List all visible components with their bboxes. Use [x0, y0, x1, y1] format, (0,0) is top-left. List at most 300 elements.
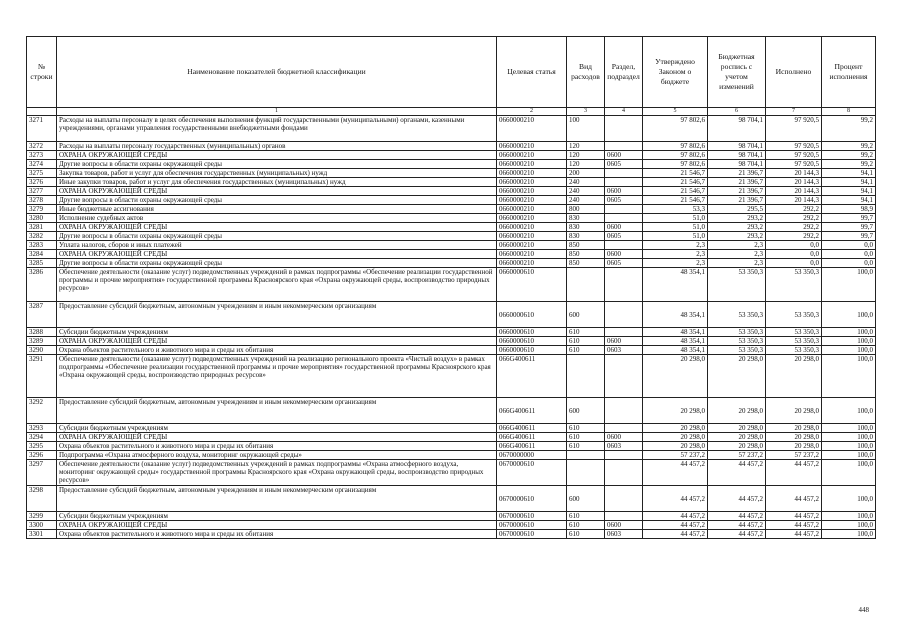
header-name: Наименование показателей бюджетной классификации [57, 37, 497, 108]
row-name: ОХРАНА ОКРУЖАЮЩЕЙ СРЕДЫ [57, 433, 497, 442]
row-approved: 2,3 [643, 259, 708, 268]
table-row [27, 142, 876, 151]
row-target-article: 0670000610 [497, 512, 567, 521]
row-expense-type: 610 [567, 521, 605, 530]
budget-classification-table [26, 36, 876, 539]
row-percent: 100,0 [822, 512, 876, 521]
row-number: 3298 [27, 486, 57, 512]
row-section [605, 512, 643, 521]
row-percent: 100,0 [822, 268, 876, 302]
row-section: 0605 [605, 160, 643, 169]
row-section [605, 398, 643, 424]
row-target-article: 066G400611 [497, 355, 567, 398]
row-executed: 20 298,0 [766, 424, 822, 433]
row-budget-list: 20 298,0 [708, 442, 766, 451]
row-number: 3286 [27, 268, 57, 302]
row-expense-type: 610 [567, 337, 605, 346]
table-row [27, 302, 876, 328]
row-number: 3282 [27, 232, 57, 241]
row-name: Субсидии бюджетным учреждениям [57, 512, 497, 521]
table-row [27, 346, 876, 355]
row-name: Уплата налогов, сборов и иных платежей [57, 241, 497, 250]
row-approved: 20 298,0 [643, 355, 708, 398]
row-expense-type [567, 460, 605, 486]
table-row [27, 521, 876, 530]
row-target-article: 0660000210 [497, 223, 567, 232]
row-expense-type: 600 [567, 302, 605, 328]
row-approved: 21 546,7 [643, 178, 708, 187]
row-number: 3272 [27, 142, 57, 151]
table-row [27, 512, 876, 521]
row-percent: 100,0 [822, 302, 876, 328]
row-expense-type: 610 [567, 346, 605, 355]
row-budget-list: 293,2 [708, 232, 766, 241]
header-target: Целевая статья [497, 37, 567, 108]
row-section [605, 241, 643, 250]
row-section: 0600 [605, 223, 643, 232]
row-approved: 97 802,6 [643, 142, 708, 151]
row-executed: 97 920,5 [766, 160, 822, 169]
row-name: Иные закупки товаров, работ и услуг для обеспечения государственных (муниципальных) нужд [57, 178, 497, 187]
row-name: Иные бюджетные ассигнования [57, 205, 497, 214]
row-executed: 292,2 [766, 205, 822, 214]
row-name: ОХРАНА ОКРУЖАЮЩЕЙ СРЕДЫ [57, 250, 497, 259]
row-executed: 97 920,5 [766, 116, 822, 142]
table-row [27, 259, 876, 268]
row-percent: 98,9 [822, 205, 876, 214]
row-executed: 53 350,3 [766, 346, 822, 355]
row-section: 0600 [605, 187, 643, 196]
row-target-article: 0660000610 [497, 268, 567, 302]
page-number: 448 [858, 606, 869, 614]
table-row [27, 223, 876, 232]
row-percent: 100,0 [822, 337, 876, 346]
header-section: Раздел, подраздел [605, 37, 643, 108]
header-percent: Процент исполнения [822, 37, 876, 108]
row-percent: 100,0 [822, 346, 876, 355]
row-executed: 20 144,3 [766, 178, 822, 187]
row-percent: 100,0 [822, 521, 876, 530]
row-name: ОХРАНА ОКРУЖАЮЩЕЙ СРЕДЫ [57, 151, 497, 160]
table-row [27, 250, 876, 259]
row-name: Обеспечение деятельности (оказание услуг) подведомственных учреждений на реализацию регионального проекта «Чистый воздух» в рамках подпрограммы «Обеспечение реализации государственной программы и прочие мероприятия» государственной программы Красноярского края «Охрана окружающей среды, воспроизводство природных ресурсов» [57, 355, 497, 398]
row-section: 0605 [605, 259, 643, 268]
row-section [605, 460, 643, 486]
row-budget-list: 293,2 [708, 214, 766, 223]
row-number: 3288 [27, 328, 57, 337]
row-number: 3281 [27, 223, 57, 232]
row-percent: 94,1 [822, 196, 876, 205]
row-percent: 100,0 [822, 424, 876, 433]
row-approved: 51,0 [643, 214, 708, 223]
table-row [27, 169, 876, 178]
row-approved: 21 546,7 [643, 196, 708, 205]
row-expense-type: 120 [567, 151, 605, 160]
row-percent: 100,0 [822, 530, 876, 539]
row-expense-type: 610 [567, 530, 605, 539]
row-percent: 99,2 [822, 142, 876, 151]
row-approved: 97 802,6 [643, 160, 708, 169]
row-target-article: 0660000210 [497, 178, 567, 187]
row-budget-list: 98 704,1 [708, 151, 766, 160]
row-expense-type [567, 268, 605, 302]
row-target-article: 0660000210 [497, 142, 567, 151]
row-number: 3300 [27, 521, 57, 530]
row-target-article: 066G400611 [497, 424, 567, 433]
row-number: 3271 [27, 116, 57, 142]
column-number-row [27, 108, 876, 116]
row-executed: 44 457,2 [766, 530, 822, 539]
table-row [27, 460, 876, 486]
row-number: 3292 [27, 398, 57, 424]
table-row [27, 116, 876, 142]
row-approved: 20 298,0 [643, 424, 708, 433]
row-executed: 97 920,5 [766, 142, 822, 151]
row-budget-list: 53 350,3 [708, 268, 766, 302]
row-approved: 53,3 [643, 205, 708, 214]
row-percent: 100,0 [822, 460, 876, 486]
row-number: 3283 [27, 241, 57, 250]
table-row [27, 151, 876, 160]
row-expense-type: 830 [567, 232, 605, 241]
row-expense-type: 120 [567, 142, 605, 151]
row-name: Другие вопросы в области охраны окружающей среды [57, 232, 497, 241]
row-budget-list: 20 298,0 [708, 433, 766, 442]
row-target-article: 066G400611 [497, 433, 567, 442]
row-name: Предоставление субсидий бюджетным, автономным учреждениям и иным некоммерческим организациям [57, 486, 497, 512]
row-executed: 20 298,0 [766, 355, 822, 398]
table-row [27, 160, 876, 169]
row-approved: 2,3 [643, 250, 708, 259]
table-row [27, 433, 876, 442]
row-number: 3287 [27, 302, 57, 328]
row-expense-type: 240 [567, 187, 605, 196]
row-executed: 0,0 [766, 241, 822, 250]
col-number: 7 [766, 108, 822, 116]
row-name: Расходы на выплаты персоналу в целях обеспечения выполнения функций государственными (муниципальными) органами, казенными учреждениями, органами управления государственными внебюджетными фондами [57, 116, 497, 142]
row-expense-type: 120 [567, 160, 605, 169]
row-executed: 53 350,3 [766, 328, 822, 337]
row-approved: 20 298,0 [643, 398, 708, 424]
row-percent: 99,7 [822, 214, 876, 223]
row-expense-type: 830 [567, 214, 605, 223]
row-target-article: 0670000610 [497, 530, 567, 539]
row-section: 0605 [605, 232, 643, 241]
table-row [27, 268, 876, 302]
row-target-article: 0660000210 [497, 169, 567, 178]
row-number: 3276 [27, 178, 57, 187]
header-exp-type: Вид расходов [567, 37, 605, 108]
row-name: ОХРАНА ОКРУЖАЮЩЕЙ СРЕДЫ [57, 223, 497, 232]
row-approved: 20 298,0 [643, 442, 708, 451]
row-number: 3301 [27, 530, 57, 539]
col-number: 1 [57, 108, 497, 116]
row-approved: 44 457,2 [643, 521, 708, 530]
row-name: Другие вопросы в области охраны окружающей среды [57, 196, 497, 205]
col-number: 4 [605, 108, 643, 116]
row-name: Субсидии бюджетным учреждениям [57, 328, 497, 337]
row-percent: 99,2 [822, 160, 876, 169]
row-executed: 97 920,5 [766, 151, 822, 160]
row-number: 3279 [27, 205, 57, 214]
row-expense-type: 610 [567, 424, 605, 433]
row-expense-type: 100 [567, 116, 605, 142]
row-approved: 20 298,0 [643, 433, 708, 442]
row-section [605, 205, 643, 214]
row-expense-type: 830 [567, 223, 605, 232]
row-section [605, 268, 643, 302]
table-row [27, 241, 876, 250]
row-section: 0600 [605, 250, 643, 259]
row-name: Субсидии бюджетным учреждениям [57, 424, 497, 433]
row-executed: 20 144,3 [766, 169, 822, 178]
table-row [27, 451, 876, 460]
row-expense-type: 850 [567, 241, 605, 250]
row-budget-list: 53 350,3 [708, 328, 766, 337]
table-row [27, 214, 876, 223]
row-section [605, 169, 643, 178]
row-approved: 51,0 [643, 232, 708, 241]
row-target-article: 0660000610 [497, 328, 567, 337]
row-percent: 0,0 [822, 250, 876, 259]
row-budget-list: 20 298,0 [708, 424, 766, 433]
row-budget-list: 98 704,1 [708, 160, 766, 169]
row-number: 3296 [27, 451, 57, 460]
row-expense-type [567, 451, 605, 460]
row-approved: 97 802,6 [643, 151, 708, 160]
row-section: 0603 [605, 442, 643, 451]
row-section: 0600 [605, 521, 643, 530]
table-row [27, 196, 876, 205]
row-name: Другие вопросы в области охраны окружающей среды [57, 259, 497, 268]
col-number: 2 [497, 108, 567, 116]
row-percent: 100,0 [822, 433, 876, 442]
row-percent: 99,2 [822, 116, 876, 142]
row-executed: 292,2 [766, 214, 822, 223]
col-number: 5 [643, 108, 708, 116]
row-percent: 99,2 [822, 151, 876, 160]
row-name: Обеспечение деятельности (оказание услуг) подведомственных учреждений в рамках подпрограммы «Обеспечение реализации государственной программы и прочие мероприятия» государственной программы Красноярского края «Охрана окружающей среды, воспроизводство природных ресурсов» [57, 268, 497, 302]
row-number: 3278 [27, 196, 57, 205]
row-budget-list: 44 457,2 [708, 512, 766, 521]
row-section [605, 451, 643, 460]
row-approved: 48 354,1 [643, 346, 708, 355]
table-row [27, 328, 876, 337]
row-budget-list: 2,3 [708, 241, 766, 250]
row-executed: 0,0 [766, 259, 822, 268]
row-budget-list: 44 457,2 [708, 530, 766, 539]
row-expense-type: 200 [567, 169, 605, 178]
row-executed: 20 298,0 [766, 398, 822, 424]
row-executed: 44 457,2 [766, 460, 822, 486]
row-percent: 94,1 [822, 178, 876, 187]
row-target-article: 0660000610 [497, 346, 567, 355]
row-target-article: 0660000210 [497, 241, 567, 250]
row-percent: 99,7 [822, 223, 876, 232]
row-percent: 100,0 [822, 486, 876, 512]
row-section [605, 486, 643, 512]
row-approved: 21 546,7 [643, 169, 708, 178]
row-percent: 99,7 [822, 232, 876, 241]
row-target-article: 0660000210 [497, 160, 567, 169]
row-expense-type [567, 355, 605, 398]
row-executed: 44 457,2 [766, 521, 822, 530]
row-name: ОХРАНА ОКРУЖАЮЩЕЙ СРЕДЫ [57, 187, 497, 196]
row-section: 0605 [605, 196, 643, 205]
table-row [27, 486, 876, 512]
row-name: Предоставление субсидий бюджетным, автономным учреждениям и иным некоммерческим организациям [57, 302, 497, 328]
row-number: 3291 [27, 355, 57, 398]
row-section [605, 214, 643, 223]
row-approved: 51,0 [643, 223, 708, 232]
row-expense-type: 850 [567, 259, 605, 268]
table-row [27, 398, 876, 424]
row-executed: 44 457,2 [766, 512, 822, 521]
row-executed: 44 457,2 [766, 486, 822, 512]
row-name: ОХРАНА ОКРУЖАЮЩЕЙ СРЕДЫ [57, 521, 497, 530]
row-target-article: 0660000210 [497, 116, 567, 142]
row-executed: 53 350,3 [766, 268, 822, 302]
row-percent: 0,0 [822, 259, 876, 268]
row-number: 3294 [27, 433, 57, 442]
row-expense-type: 240 [567, 196, 605, 205]
row-budget-list: 53 350,3 [708, 302, 766, 328]
row-name: Подпрограмма «Охрана атмосферного воздуха, мониторинг окружающей среды» [57, 451, 497, 460]
row-number: 3290 [27, 346, 57, 355]
row-name: Обеспечение деятельности (оказание услуг) подведомственных учреждений в рамках подпрограммы «Охрана атмосферного воздуха, мониторинг окружающей среды» государственной программы Красноярского края «Охрана окружающей среды, воспроизводство природных ресурсов» [57, 460, 497, 486]
col-number [27, 108, 57, 116]
row-number: 3273 [27, 151, 57, 160]
row-percent: 100,0 [822, 398, 876, 424]
row-executed: 292,2 [766, 223, 822, 232]
col-number: 6 [708, 108, 766, 116]
row-target-article: 0660000210 [497, 187, 567, 196]
table-row [27, 442, 876, 451]
row-approved: 48 354,1 [643, 328, 708, 337]
row-budget-list: 21 396,7 [708, 169, 766, 178]
row-section [605, 302, 643, 328]
row-section [605, 328, 643, 337]
row-number: 3293 [27, 424, 57, 433]
row-budget-list: 53 350,3 [708, 346, 766, 355]
row-section: 0603 [605, 530, 643, 539]
row-target-article: 0660000210 [497, 214, 567, 223]
row-budget-list: 20 298,0 [708, 398, 766, 424]
col-number: 3 [567, 108, 605, 116]
row-number: 3274 [27, 160, 57, 169]
row-name: ОХРАНА ОКРУЖАЮЩЕЙ СРЕДЫ [57, 337, 497, 346]
row-expense-type: 800 [567, 205, 605, 214]
row-section: 0600 [605, 433, 643, 442]
row-approved: 48 354,1 [643, 302, 708, 328]
row-executed: 292,2 [766, 232, 822, 241]
row-target-article: 0670000610 [497, 460, 567, 486]
row-number: 3289 [27, 337, 57, 346]
header-row-no: № строки [27, 37, 57, 108]
row-budget-list: 21 396,7 [708, 187, 766, 196]
header-budget-list: Бюджетная роспись с учетом изменений [708, 37, 766, 108]
row-budget-list: 21 396,7 [708, 196, 766, 205]
table-row [27, 355, 876, 398]
row-name: Расходы на выплаты персоналу государственных (муниципальных) органов [57, 142, 497, 151]
row-name: Предоставление субсидий бюджетным, автономным учреждениям и иным некоммерческим организациям [57, 398, 497, 424]
row-executed: 20 298,0 [766, 433, 822, 442]
row-target-article: 0660000210 [497, 205, 567, 214]
row-approved: 44 457,2 [643, 530, 708, 539]
row-approved: 44 457,2 [643, 460, 708, 486]
row-approved: 21 546,7 [643, 187, 708, 196]
row-number: 3297 [27, 460, 57, 486]
row-expense-type: 850 [567, 250, 605, 259]
row-target-article: 0660000210 [497, 232, 567, 241]
row-budget-list: 2,3 [708, 259, 766, 268]
row-number: 3280 [27, 214, 57, 223]
row-target-article: 0660000210 [497, 196, 567, 205]
row-section [605, 424, 643, 433]
row-executed: 53 350,3 [766, 337, 822, 346]
row-budget-list: 98 704,1 [708, 116, 766, 142]
row-name: Охрана объектов растительного и животного мира и среды их обитания [57, 346, 497, 355]
row-section [605, 355, 643, 398]
row-section: 0600 [605, 337, 643, 346]
table-row [27, 337, 876, 346]
row-approved: 48 354,1 [643, 337, 708, 346]
budget-report-sheet [26, 36, 876, 539]
row-number: 3285 [27, 259, 57, 268]
row-approved: 44 457,2 [643, 486, 708, 512]
row-section [605, 116, 643, 142]
row-percent: 100,0 [822, 355, 876, 398]
table-row [27, 232, 876, 241]
row-target-article: 0660000210 [497, 151, 567, 160]
row-budget-list: 98 704,1 [708, 142, 766, 151]
row-budget-list: 293,2 [708, 223, 766, 232]
row-number: 3277 [27, 187, 57, 196]
row-target-article: 0660000610 [497, 302, 567, 328]
row-budget-list: 57 237,2 [708, 451, 766, 460]
row-section: 0600 [605, 151, 643, 160]
row-name: Охрана объектов растительного и животного мира и среды их обитания [57, 442, 497, 451]
row-number: 3275 [27, 169, 57, 178]
row-name: Другие вопросы в области охраны окружающей среды [57, 160, 497, 169]
row-executed: 20 144,3 [766, 196, 822, 205]
col-number: 8 [822, 108, 876, 116]
table-header-row [27, 37, 876, 108]
row-target-article: 066G400611 [497, 398, 567, 424]
row-target-article: 0660000610 [497, 337, 567, 346]
table-body [27, 116, 876, 539]
table-row [27, 205, 876, 214]
row-name: Охрана объектов растительного и животного мира и среды их обитания [57, 530, 497, 539]
row-percent: 0,0 [822, 241, 876, 250]
row-percent: 100,0 [822, 451, 876, 460]
row-expense-type: 240 [567, 178, 605, 187]
row-approved: 48 354,1 [643, 268, 708, 302]
row-target-article: 066G400611 [497, 442, 567, 451]
row-expense-type: 610 [567, 433, 605, 442]
row-section [605, 178, 643, 187]
row-number: 3295 [27, 442, 57, 451]
row-name: Исполнение судебных актов [57, 214, 497, 223]
row-expense-type: 600 [567, 398, 605, 424]
row-expense-type: 610 [567, 512, 605, 521]
row-target-article: 0670000000 [497, 451, 567, 460]
table-row [27, 178, 876, 187]
row-number: 3299 [27, 512, 57, 521]
row-budget-list: 44 457,2 [708, 521, 766, 530]
row-budget-list: 53 350,3 [708, 337, 766, 346]
row-budget-list: 21 396,7 [708, 178, 766, 187]
